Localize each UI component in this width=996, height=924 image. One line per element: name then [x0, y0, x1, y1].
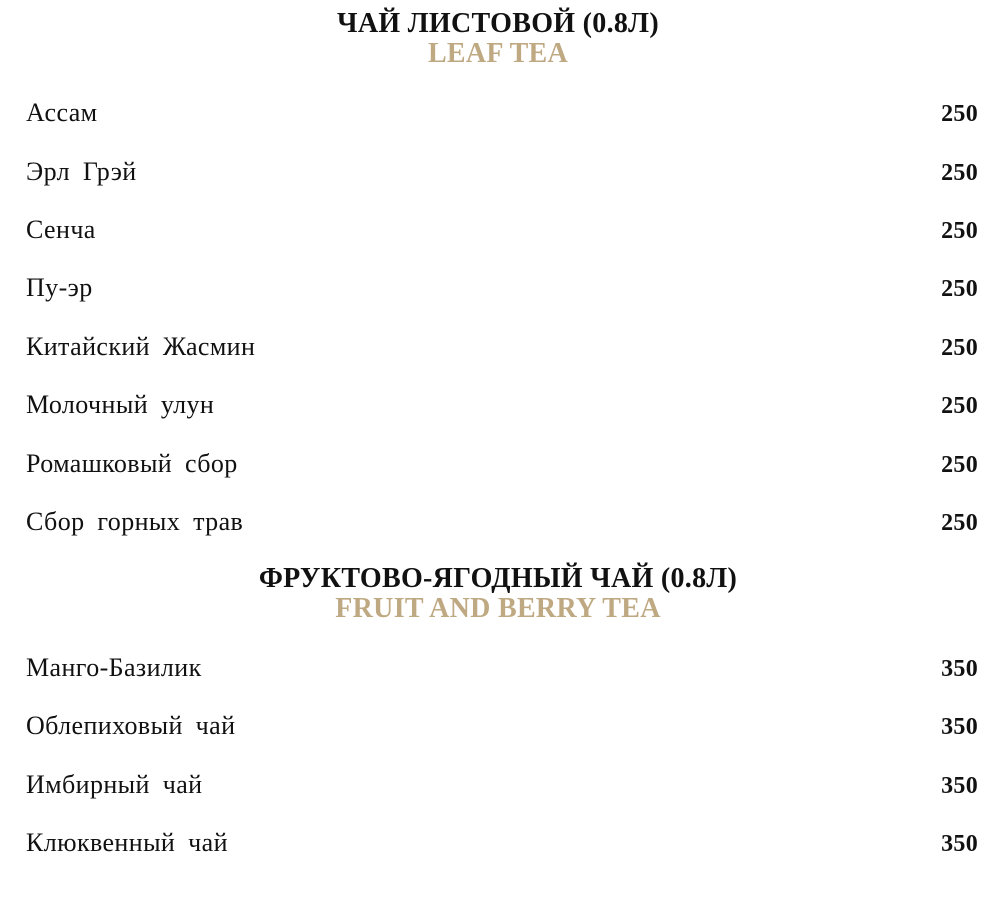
menu-item-price: 250	[941, 510, 978, 536]
menu-item-name: Клюквенный чай	[26, 828, 228, 857]
menu-item	[26, 213, 978, 247]
menu-item	[26, 709, 978, 743]
menu-item-name: Облепиховый чай	[26, 711, 236, 740]
menu-item-name: Молочный улун	[26, 390, 215, 419]
section-title-fruit-berry-tea: ФРУКТОВО-ЯГОДНЫЙ ЧАЙ (0.8Л)	[258, 563, 738, 594]
menu-item	[26, 651, 978, 685]
menu-item-name: Пу-эр	[26, 273, 93, 302]
menu-item-name: Эрл Грэй	[26, 157, 137, 186]
menu-item-price: 350	[941, 773, 978, 799]
menu-item-name: Имбирный чай	[26, 770, 203, 799]
menu-item-name: Манго-Базилик	[26, 653, 202, 682]
menu-item-name: Сбор горных трав	[26, 507, 244, 536]
section-subtitle-fruit-berry-tea: FRUIT AND BERRY TEA	[335, 593, 661, 624]
menu-item-price: 250	[941, 452, 978, 478]
section-subtitle-leaf-tea: LEAF TEA	[427, 38, 569, 69]
menu-item	[26, 447, 978, 481]
menu-item-price: 250	[941, 160, 978, 186]
menu-item-name: Ромашковый сбор	[26, 449, 238, 478]
menu-item	[26, 388, 978, 422]
menu-item-name: Ассам	[26, 98, 98, 127]
menu-item-price: 250	[941, 218, 978, 244]
menu-item-price: 350	[941, 714, 978, 740]
menu-item	[26, 330, 978, 364]
menu-item	[26, 271, 978, 305]
menu-item	[26, 155, 978, 189]
menu-item-price: 250	[941, 101, 978, 127]
menu-item-price: 250	[941, 393, 978, 419]
menu-item-name: Китайский Жасмин	[26, 332, 256, 361]
section-title-leaf-tea: ЧАЙ ЛИСТОВОЙ (0.8Л)	[337, 8, 659, 39]
menu-item	[26, 826, 978, 860]
menu-item-price: 250	[941, 276, 978, 302]
menu-item-price: 250	[941, 335, 978, 361]
menu-item-price: 350	[941, 831, 978, 857]
menu-item-price: 350	[941, 656, 978, 682]
menu-item	[26, 505, 978, 539]
menu-item	[26, 768, 978, 802]
menu-item	[26, 96, 978, 130]
menu-item-name: Сенча	[26, 215, 96, 244]
